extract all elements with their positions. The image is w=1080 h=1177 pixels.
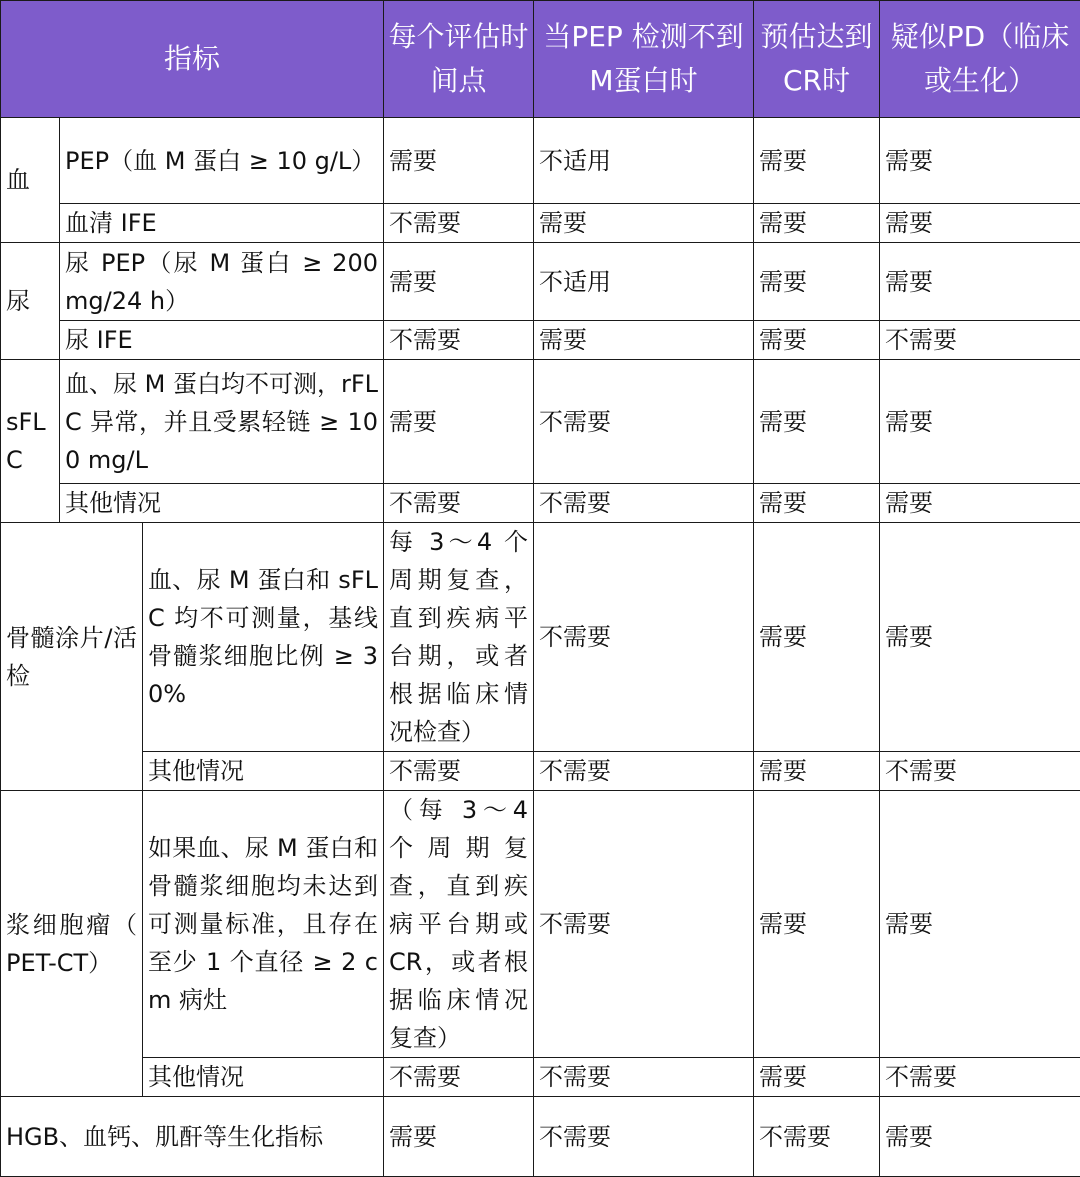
cell-value: 不适用 (534, 118, 754, 204)
cell-value: 需要 (754, 523, 880, 752)
table-row (1, 1058, 1080, 1097)
cell-value: 需要 (754, 791, 880, 1058)
cell-value: 需要 (880, 791, 1080, 1058)
row-label: 其他情况 (143, 1058, 384, 1097)
cell-value: 不需要 (384, 752, 534, 791)
row-label: 尿 PEP（尿 M 蛋白 ≥ 200 mg/24 h） (60, 243, 384, 321)
header-estimated-cr: 预估达到CR时 (754, 1, 880, 118)
row-label: 其他情况 (143, 752, 384, 791)
cell-value: 需要 (754, 118, 880, 204)
cell-value: 不需要 (534, 484, 754, 523)
cell-value: 需要 (534, 321, 754, 360)
table-row (1, 243, 1080, 321)
cell-value: 需要 (754, 484, 880, 523)
cell-value: 不需要 (880, 1058, 1080, 1097)
cell-value: 不需要 (754, 1097, 880, 1177)
cell-value: 不需要 (534, 523, 754, 752)
cell-value: 每 3～4 个周期复查，直到疾病平台期，或者根据临床情况检查） (384, 523, 534, 752)
row-label: 如果血、尿 M 蛋白和骨髓浆细胞均未达到可测量标准，且存在至少 1 个直径 ≥ 2 cm 病灶 (143, 791, 384, 1058)
table-row (1, 523, 1080, 752)
cell-value: 需要 (754, 321, 880, 360)
table-row (1, 321, 1080, 360)
header-pep-undetectable: 当PEP 检测不到M蛋白时 (534, 1, 754, 118)
cell-value: 不需要 (384, 321, 534, 360)
cell-value: 需要 (754, 204, 880, 243)
cell-value: 需要 (384, 243, 534, 321)
cell-value: 不需要 (534, 1097, 754, 1177)
cell-value: 需要 (880, 484, 1080, 523)
table-row (1, 118, 1080, 204)
cell-value: （每 3～4 个周期复查，直到疾病平台期或 CR，或者根据临床情况复查） (384, 791, 534, 1058)
cell-value: 不需要 (384, 484, 534, 523)
cell-value: 不适用 (534, 243, 754, 321)
table-row (1, 484, 1080, 523)
group-plasmacytoma: 浆细胞瘤（ PET-CT） (1, 791, 143, 1097)
cell-value: 不需要 (534, 791, 754, 1058)
table-row (1, 204, 1080, 243)
group-urine: 尿 (1, 243, 60, 360)
cell-value: 不需要 (534, 360, 754, 484)
cell-value: 需要 (754, 752, 880, 791)
group-blood: 血 (1, 118, 60, 243)
table-row (1, 752, 1080, 791)
cell-value: 需要 (384, 360, 534, 484)
table-row (1, 791, 1080, 1058)
cell-value: 不需要 (880, 752, 1080, 791)
row-label: 血、尿 M 蛋白和 sFLC 均不可测量，基线骨髓浆细胞比例 ≥ 30% (143, 523, 384, 752)
cell-value: 需要 (384, 118, 534, 204)
row-label: 血、尿 M 蛋白均不可测，rFLC 异常，并且受累轻链 ≥ 100 mg/L (60, 360, 384, 484)
cell-value: 不需要 (384, 1058, 534, 1097)
header-row (1, 1, 1080, 118)
cell-value: 需要 (880, 118, 1080, 204)
row-label: 尿 IFE (60, 321, 384, 360)
header-indicator: 指标 (1, 1, 384, 118)
row-label: 其他情况 (60, 484, 384, 523)
table-row (1, 1097, 1080, 1177)
cell-value: 不需要 (880, 321, 1080, 360)
group-bone-marrow: 骨髓涂片/活检 (1, 523, 143, 791)
group-sflc: sFLC (1, 360, 60, 523)
cell-value: 需要 (880, 360, 1080, 484)
cell-value: 需要 (880, 523, 1080, 752)
cell-value: 需要 (754, 360, 880, 484)
cell-value: 不需要 (384, 204, 534, 243)
cell-value: 不需要 (534, 1058, 754, 1097)
header-suspected-pd: 疑似PD（临床或生化） (880, 1, 1080, 118)
cell-value: 需要 (754, 243, 880, 321)
cell-value: 需要 (880, 204, 1080, 243)
row-label-biochem: HGB、血钙、肌酐等生化指标 (1, 1097, 384, 1177)
cell-value: 需要 (880, 1097, 1080, 1177)
cell-value: 需要 (754, 1058, 880, 1097)
table-row (1, 360, 1080, 484)
row-label: PEP（血 M 蛋白 ≥ 10 g/L） (60, 118, 384, 204)
cell-value: 需要 (880, 243, 1080, 321)
cell-value: 需要 (384, 1097, 534, 1177)
header-each-timepoint: 每个评估时间点 (384, 1, 534, 118)
cell-value: 需要 (534, 204, 754, 243)
cell-value: 不需要 (534, 752, 754, 791)
row-label: 血清 IFE (60, 204, 384, 243)
